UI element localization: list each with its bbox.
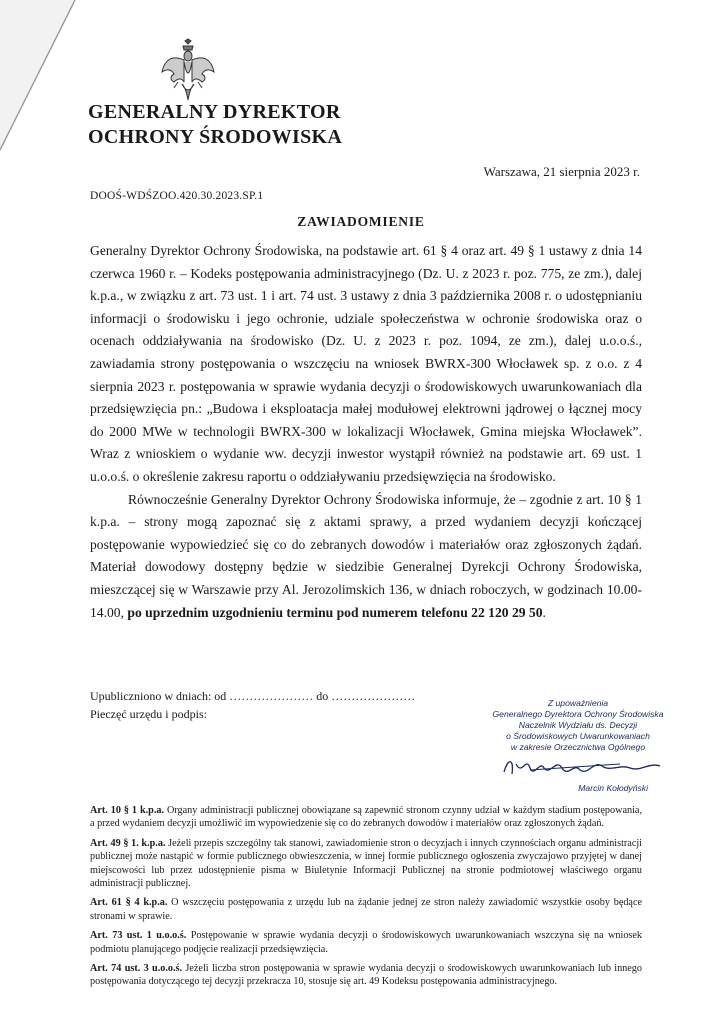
paragraph-2-text: Równocześnie Generalny Dyrektor Ochrony Środowiska informuje, że – zgodnie z art. 10 § 1 k.p.a. – strony mogą zapoznać się z aktami sprawy, a przed wydaniem decyzji kończącej postępowanie wypowiedzieć się co do zebranych dowodów i materiałów oraz zgłoszonych żądań. Materiał dowodowy dostępny będzie w siedzibie Generalnej Dyrekcji Ochrony Środowiska, mieszczącej się w Warszawie przy Al. Jerozolimskich 136, w dniach roboczych, w godzinach 10.00-14.00, [90, 491, 642, 620]
signer-name: Marcin Kołodyński [578, 783, 648, 793]
footnote-ref: Art. 74 ust. 3 u.o.o.ś. [90, 963, 183, 975]
authority-line-2: OCHRONY ŚRODOWISKA [88, 126, 343, 148]
body-paragraph-2 [90, 489, 642, 625]
footnote-item [90, 962, 642, 989]
signature-line-4: o Środowiskowych Uwarunkowaniach [506, 731, 650, 741]
footnote-text: Jeżeli liczba stron postępowania w sprawie wydania decyzji o środowiskowych uwarunkowaniach lub innego postępowania dotyczącego tej decyzji przekracza 10, stosuje się art. 49 Kodeksu postępowania administracyjnego. [90, 963, 642, 988]
reference-number: DOOŚ-WDŚZOO.420.30.2023.SP.1 [90, 190, 264, 202]
paragraph-2-end: . [542, 604, 546, 620]
footnote-item [90, 929, 642, 956]
footnote-text: Postępowanie w sprawie wydania decyzji o środowiskowych uwarunkowaniach wszczyna się na wniosek podmiotu planującego podjęcie realizacji przedsięwzięcia. [90, 930, 642, 955]
authority-line-1: GENERALNY DYREKTOR [88, 101, 341, 123]
footnote-ref: Art. 10 § 1 k.p.a. [90, 805, 165, 816]
signature-line-2: Generalnego Dyrektora Ochrony Środowiska [492, 709, 664, 719]
published-dates-line: Upubliczniono w dniach: od ………………… do ………………… [90, 689, 416, 703]
footnote-ref: Art. 49 § 1. k.p.a. [90, 837, 166, 849]
footnote-item [90, 896, 642, 923]
footnote-text: Organy administracji publicznej obowiązane są zapewnić stronom czynny udział w każdym stadium postępowania, a przed wydaniem decyzji umożliwić im wypowiedzenie się co do zebranych dowodów i materiałów oraz zgłoszonych żądań. [90, 805, 642, 830]
body-paragraph-1: Generalny Dyrektor Ochrony Środowiska, na podstawie art. 61 § 4 oraz art. 49 § 1 ustawy z dnia 14 czerwca 1960 r. – Kodeks postępowania administracyjnego (Dz. U. z 2023 r. poz. 775, ze zm.), dalej k.p.a., w związku z art. 73 ust. 1 i art. 74 ust. 3 ustawy z dnia 3 października 2008 r. o udostępnianiu informacji o środowisku i jego ochronie, udziale społeczeństwa w ochronie środowiska oraz o ocenach oddziaływania na środowisko (Dz. U. z 2023 r. poz. 1094, ze zm.), dalej u.o.o.ś., zawiadamia strony postępowania o wszczęciu na wniosek BWRX-300 Włocławek sp. z o.o. z 4 sierpnia 2023 r. postępowania w sprawie wydania decyzji o środowiskowych uwarunkowaniach dla przedsięwzięcia pn.: „Budowa i eksploatacja małej modułowej elektrowni jądrowej o łącznej mocy do 2000 MWe w technologii BWRX-300 w lokalizacji Włocławek, Gmina miejska Włocławek”. Wraz z wnioskiem o wydanie ww. decyzji inwestor wystąpił również na podstawie art. 69 ust. 1 u.o.o.ś. o określenie zakresu raportu o oddziaływaniu przedsięwzięcia na środowisko. [90, 243, 642, 484]
footnote-item [90, 804, 642, 831]
authority-name [88, 100, 342, 150]
signature-block [470, 698, 686, 794]
stamp-signature-line: Pieczęć urzędu i podpis: [90, 707, 207, 721]
handwritten-signature-icon [470, 754, 686, 780]
phone-appointment-note: po uprzednim uzgodnieniu terminu pod numerem telefonu 22 120 29 50 [127, 604, 543, 620]
footnote-ref: Art. 61 § 4 k.p.a. [90, 897, 168, 909]
publication-section [90, 687, 415, 723]
signature-line-3: Naczelnik Wydziału ds. Decyzji [518, 720, 638, 730]
document-title: ZAWIADOMIENIE [297, 214, 425, 229]
signature-line-5: w zakresie Orzecznictwa Ogólnego [510, 742, 646, 752]
polish-eagle-emblem-icon [160, 38, 216, 102]
place-date: Warszawa, 21 sierpnia 2023 r. [483, 164, 640, 179]
footnote-text: Jeżeli przepis szczególny tak stanowi, zawiadomienie stron o decyzjach i innych czynnościach organu administracji publicznej może nastąpić w formie publicznego obwieszczenia, w innej formie publicznego ogłoszenia zwyczajowo przyjętej w danej miejscowości lub przez udostępnienie pisma w Biuletynie Informacji Publicznej na stronie podmiotowej właściwego organu administracji publicznej. [90, 837, 643, 890]
footnote-item [90, 837, 642, 891]
signature-line-1: Z upoważnienia [547, 698, 609, 708]
footnote-ref: Art. 73 ust. 1 u.o.o.ś. [90, 930, 187, 942]
legal-footnotes [90, 804, 642, 995]
footnote-text: O wszczęciu postępowania z urzędu lub na żądanie jednej ze stron należy zawiadomić wszystkie osoby będące stronami w sprawie. [90, 897, 642, 922]
notice-body [90, 240, 642, 624]
